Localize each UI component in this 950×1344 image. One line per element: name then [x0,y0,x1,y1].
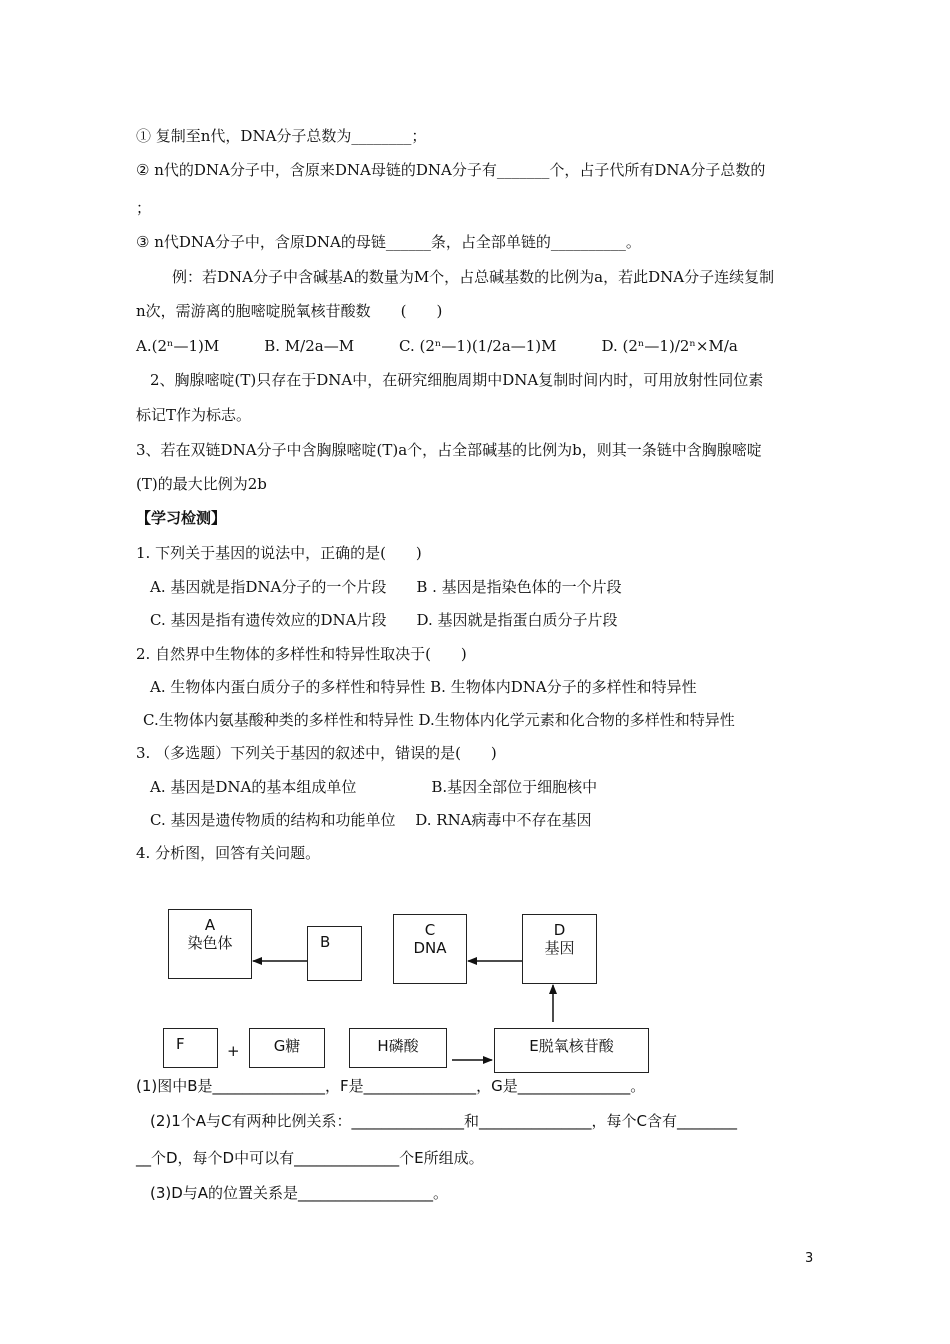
box-d-text: 基因 [544,939,575,957]
example-options: A.(2ⁿ—1)M B. M/2a—M C. (2ⁿ—1)(1/2a—1)M D. (2ⁿ—1)/2ⁿ×M/a [136,337,738,355]
subquestion-2: (2)1个A与C有两种比例关系：_______________和_______________，每个C含有________ [150,1112,738,1130]
question-4: 4. 分析图，回答有关问题。 [136,844,321,862]
line-semicolon: ； [136,199,152,217]
example-question: 例：若DNA分子中含碱基A的数量为M个，占总碱基数的比例为a，若此DNA分子连续复制 [172,268,775,286]
subquestion-2-cont: __个D，每个D中可以有______________个E所组成。 [136,1149,484,1167]
line-parent-chains: ③ n代DNA分子中，含原DNA的母链______条，占全部单链的__________。 [136,233,641,251]
box-f-letter: F [176,1035,185,1053]
question-2-options-ab: A. 生物体内蛋白质分子的多样性和特异性 B. 生物体内DNA分子的多样性和特异性 [150,678,697,696]
question-3-options-cd: C. 基因是遗传物质的结构和功能单位 D. RNA病毒中不存在基因 [150,811,592,829]
box-a-text: 染色体 [187,934,233,952]
line-parent-strand-count: ② n代的DNA分子中，含原来DNA母链的DNA分子有_______个，占子代所有DNA分子总数的 [136,161,766,179]
note-3: 3、若在双链DNA分子中含胸腺嘧啶(T)a个，占全部碱基的比例为b，则其一条链中含胸腺嘧啶 [136,441,762,459]
question-1-options-ab: A. 基因就是指DNA分子的一个片段 B . 基因是指染色体的一个片段 [150,578,622,596]
section-heading: 【学习检测】 [136,509,227,527]
box-a-letter: A [204,916,216,934]
subquestion-3: (3)D与A的位置关系是__________________。 [150,1184,449,1202]
question-1: 1. 下列关于基因的说法中，正确的是( ) [136,544,422,562]
example-question-cont: n次，需游离的胞嘧啶脱氧核苷酸数 ( ) [136,302,443,320]
page-number: 3 [805,1251,814,1266]
question-3-options-ab: A. 基因是DNA的基本组成单位 B.基因全部位于细胞核中 [150,778,598,796]
box-b-letter: B [320,933,331,951]
question-2: 2. 自然界中生物体的多样性和特异性取决于( ) [136,645,467,663]
box-c-text: DNA [413,939,447,957]
note-2-cont: 标记T作为标志。 [136,406,252,424]
line-replication-total: ① 复制至n代，DNA分子总数为________； [136,127,427,145]
note-3-cont: (T)的最大比例为2b [136,475,267,493]
question-1-options-cd: C. 基因是指有遗传效应的DNA片段 D. 基因就是指蛋白质分子片段 [150,611,618,629]
plus-sign: + [227,1042,240,1060]
question-2-options-cd: C.生物体内氨基酸种类的多样性和特异性 D.生物体内化学元素和化合物的多样性和特异性 [143,711,735,729]
box-e-text: E脱氧核苷酸 [529,1037,614,1055]
question-3: 3. （多选题）下列关于基因的叙述中，错误的是( ) [136,744,497,762]
box-d-letter: D [553,921,566,939]
box-g-text: G糖 [273,1037,301,1055]
note-2: 2、胸腺嘧啶(T)只存在于DNA中，在研究细胞周期中DNA复制时间内时，可用放射性同位素 [150,371,764,389]
box-c-letter: C [424,921,436,939]
box-h-text: H磷酸 [377,1037,419,1055]
subquestion-1: (1)图中B是_______________，F是_______________，G是_______________。 [136,1077,646,1095]
